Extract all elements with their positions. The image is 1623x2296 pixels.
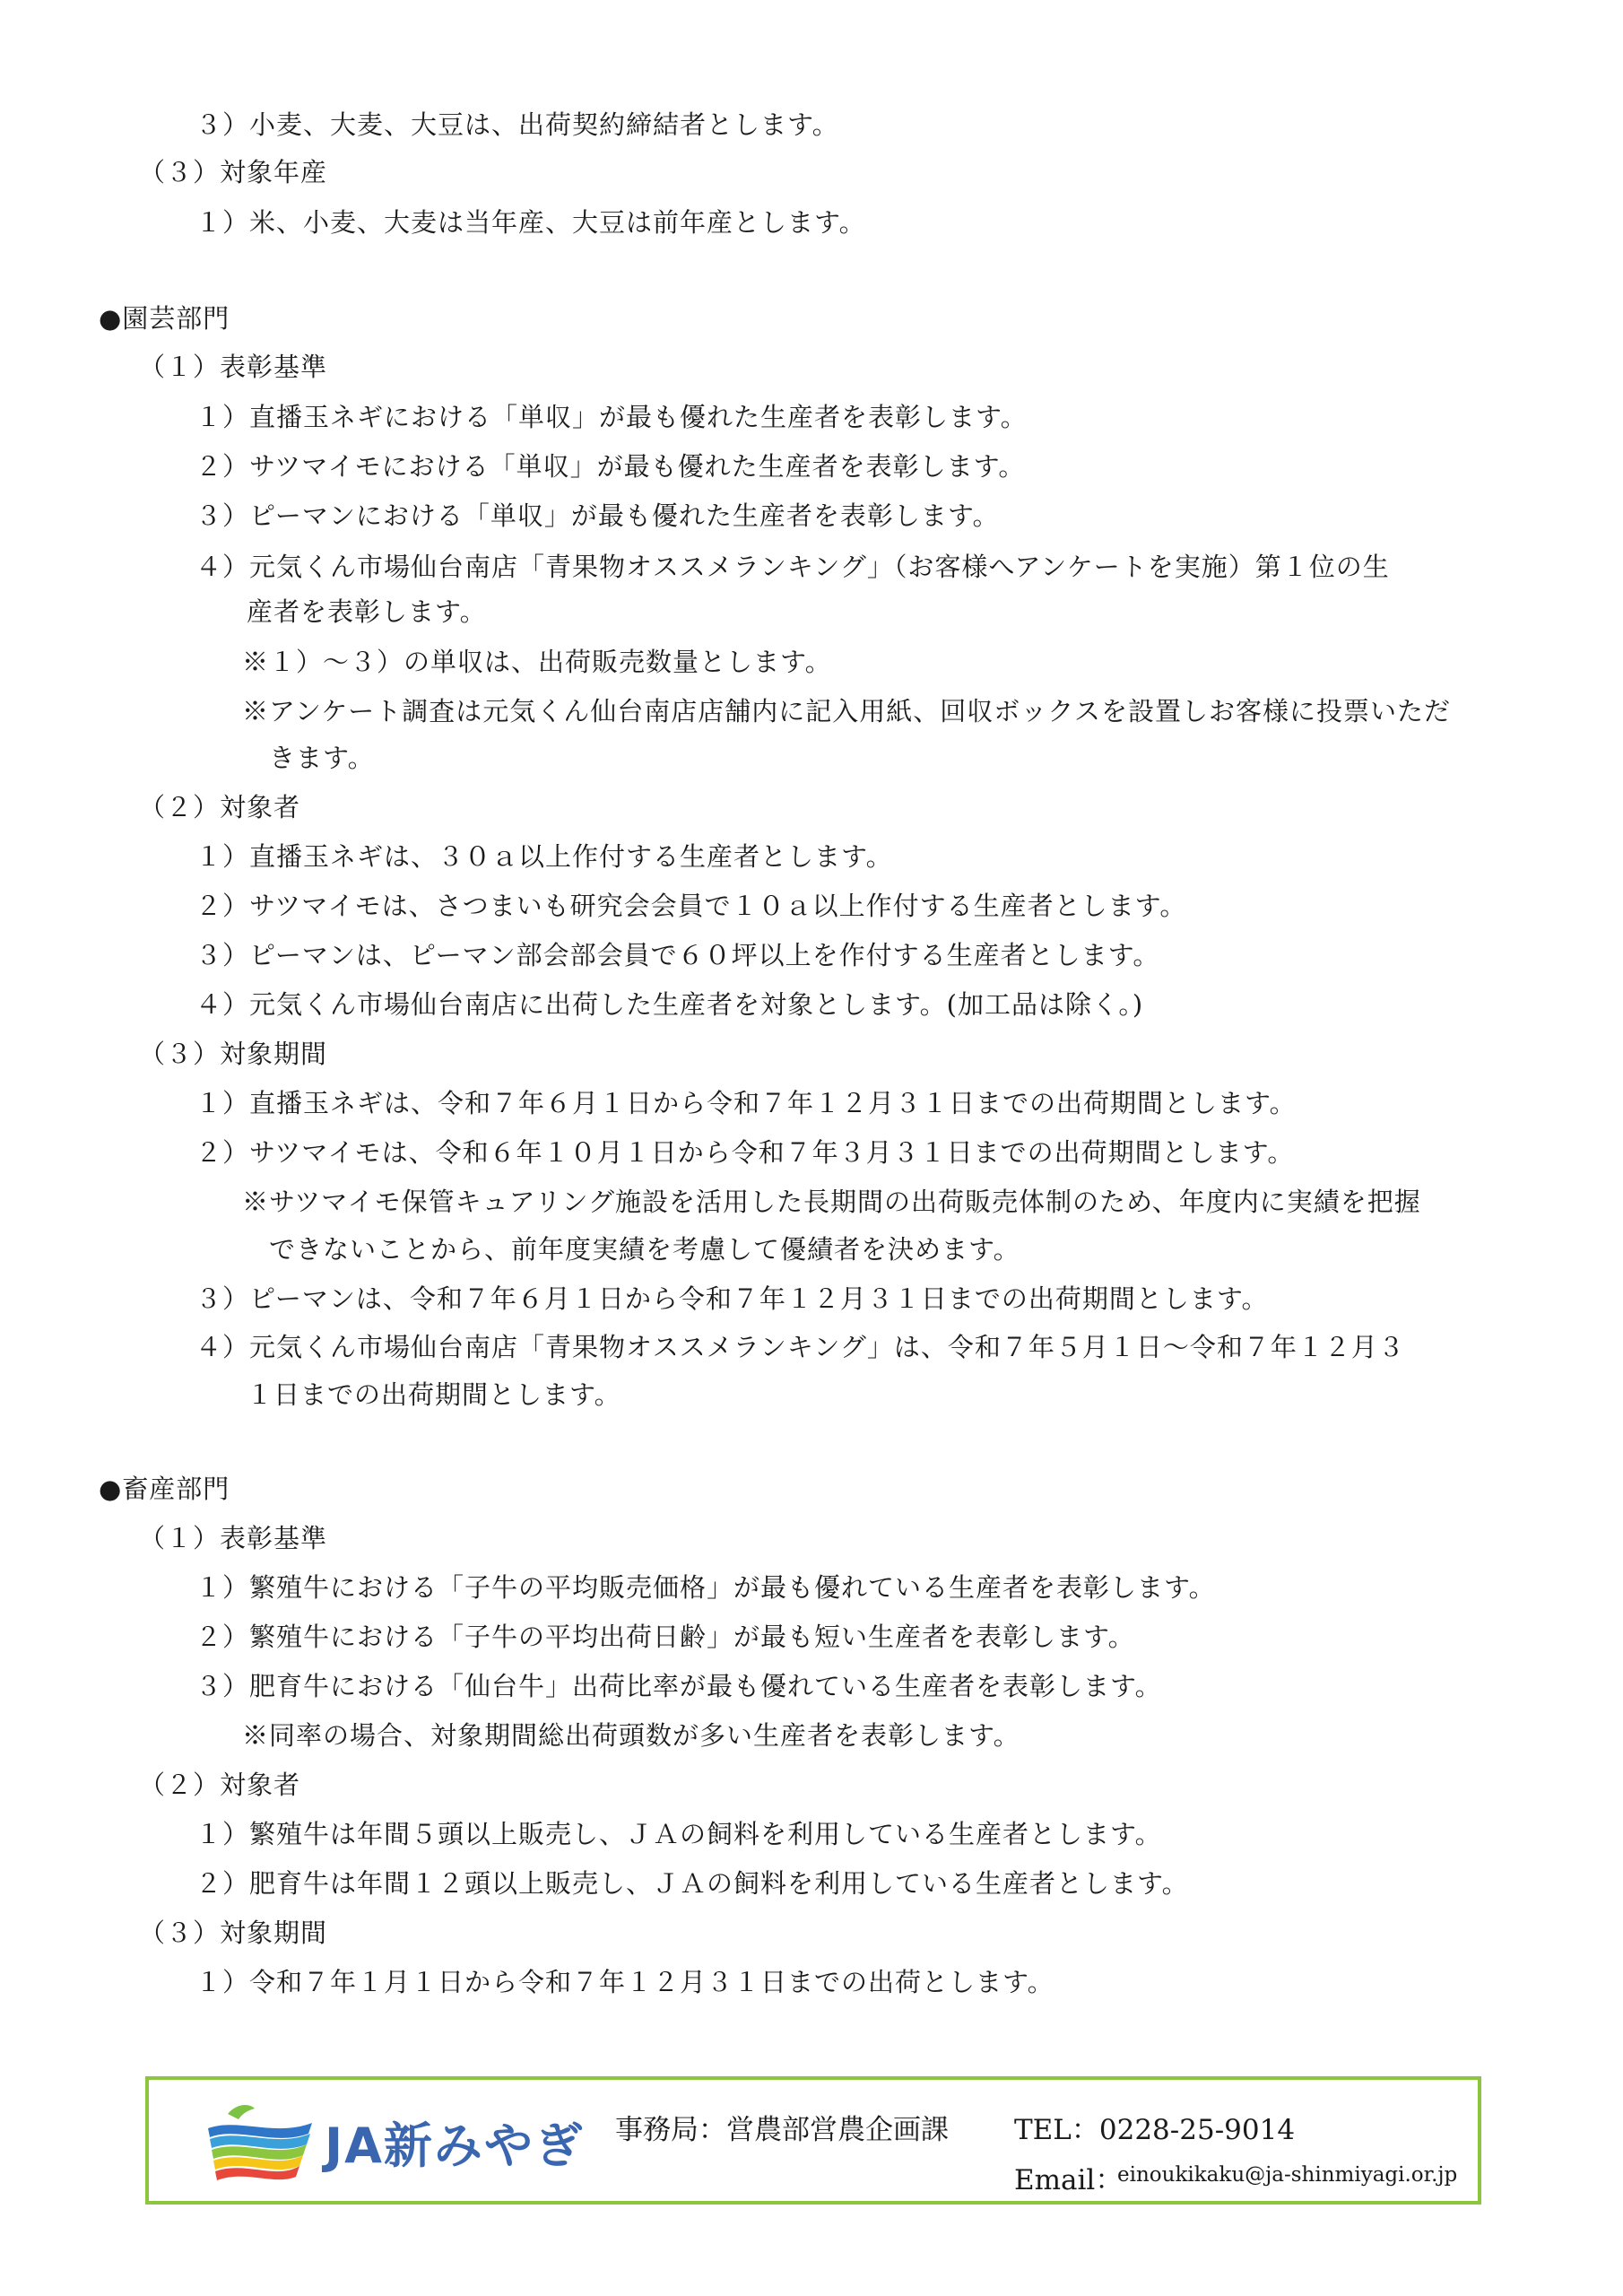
text-line: できないことから、前年度実績を考慮して優績者を決めます。 — [269, 1234, 1020, 1265]
text-line: １）令和７年１月１日から令和７年１２月３１日までの出荷とします。 — [195, 1967, 1055, 1997]
text-line: ２）サツマイモは、さつまいも研究会会員で１０ａ以上作付する生産者とします。 — [195, 891, 1187, 921]
text-line: （２）対象者 — [139, 792, 301, 822]
office-name: 事務局：営農部営農企画課 — [615, 2114, 949, 2146]
email-label: Email： — [1014, 2164, 1124, 2196]
text-line: （３）対象期間 — [139, 1918, 328, 1948]
text-line: きます。 — [269, 743, 375, 773]
footer-contact-box — [145, 2076, 1481, 2205]
text-line: ※１）～３）の単収は、出荷販売数量とします。 — [242, 647, 832, 677]
text-line: （３）対象年産 — [139, 157, 328, 187]
text-line: ３）肥育牛における「仙台牛」出荷比率が最も優れている生産者を表彰します。 — [195, 1671, 1162, 1701]
text-line: ※アンケート調査は元気くん仙台南店店舗内に記入用紙、回収ボックスを設置しお客様に投票いただ — [242, 696, 1451, 726]
text-line: １）繁殖牛における「子牛の平均販売価格」が最も優れている生産者を表彰します。 — [195, 1572, 1216, 1603]
text-line: （１）表彰基準 — [139, 1523, 328, 1553]
text-line: ※同率の場合、対象期間総出荷頭数が多い生産者を表彰します。 — [242, 1720, 1020, 1751]
text-line: ２）繁殖牛における「子牛の平均出荷日齢」が最も短い生産者を表彰します。 — [195, 1622, 1135, 1652]
email-address[interactable]: einoukikaku@ja-shinmiyagi.or.jp — [1117, 2163, 1458, 2187]
text-line: （３）対象期間 — [139, 1039, 328, 1069]
text-line: （２）対象者 — [139, 1770, 301, 1800]
text-line: ※サツマイモ保管キュアリング施設を活用した長期間の出荷販売体制のため、年度内に実績を把握 — [242, 1187, 1421, 1217]
text-line: ３）ピーマンは、ピーマン部会部会員で６０坪以上を作付する生産者とします。 — [195, 940, 1160, 970]
section-heading: ●畜産部門 — [99, 1474, 230, 1504]
text-line: １）直播玉ネギは、３０ａ以上作付する生産者とします。 — [195, 841, 893, 872]
text-line: 産者を表彰します。 — [247, 596, 487, 627]
section-heading: ●園芸部門 — [99, 303, 230, 334]
ja-logo-text: JA新みやぎ — [325, 2118, 585, 2174]
text-line: ２）サツマイモは、令和６年１０月１日から令和７年３月３１日までの出荷期間とします。 — [195, 1137, 1295, 1168]
text-line: ３）小麦、大麦、大豆は、出荷契約締結者とします。 — [195, 109, 839, 140]
text-line: ２）サツマイモにおける「単収」が最も優れた生産者を表彰します。 — [195, 451, 1026, 482]
text-line: １）直播玉ネギにおける「単収」が最も優れた生産者を表彰します。 — [195, 402, 1028, 432]
text-line: １）繁殖牛は年間５頭以上販売し、ＪＡの飼料を利用している生産者とします。 — [195, 1819, 1162, 1849]
text-line: ３）ピーマンは、令和７年６月１日から令和７年１２月３１日までの出荷期間とします。 — [195, 1283, 1269, 1314]
text-line: １）直播玉ネギは、令和７年６月１日から令和７年１２月３１日までの出荷期間とします。 — [195, 1088, 1297, 1118]
text-line: ２）肥育牛は年間１２頭以上販売し、ＪＡの飼料を利用している生産者とします。 — [195, 1868, 1189, 1899]
text-line: ３）ピーマンにおける「単収」が最も優れた生産者を表彰します。 — [195, 500, 1000, 531]
text-line: ４）元気くん市場仙台南店「青果物オススメランキング」（お客様へアンケートを実施）第１位の生 — [195, 552, 1390, 582]
text-line: ４）元気くん市場仙台南店「青果物オススメランキング」は、令和７年５月１日～令和７年１２月３ — [195, 1332, 1405, 1362]
text-line: （１）表彰基準 — [139, 352, 328, 382]
tel-number: TEL：0228-25-9014 — [1014, 2114, 1296, 2146]
text-line: ４）元気くん市場仙台南店に出荷した生産者を対象とします。(加工品は除く。) — [195, 989, 1144, 1020]
text-line: １日までの出荷期間とします。 — [247, 1379, 621, 1410]
text-line: １）米、小麦、大麦は当年産、大豆は前年産とします。 — [195, 207, 866, 238]
